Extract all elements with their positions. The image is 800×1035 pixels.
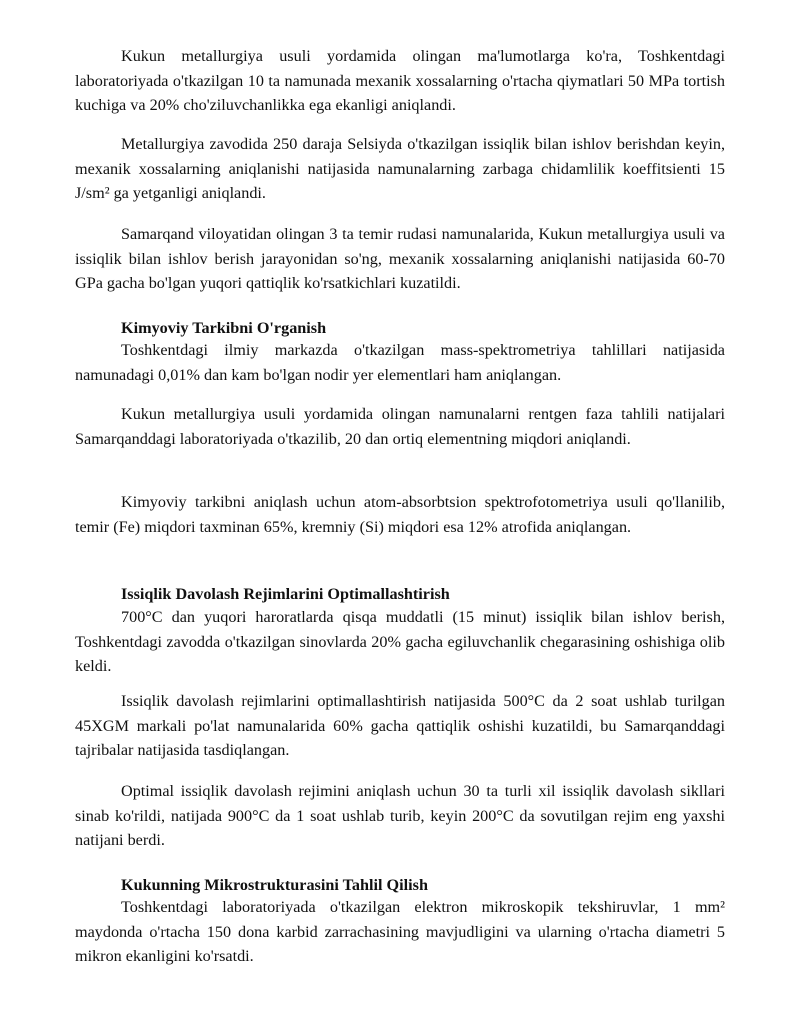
paragraph: Kukun metallurgiya usuli yordamida olingan namunalarni rentgen faza tahlili natijalari Samarqanddagi laboratoriyada o'tkazilib, 20 dan ortiq elementning miqdori aniqlandi. bbox=[75, 405, 725, 448]
paragraph: Metallurgiya zavodida 250 daraja Selsiyda o'tkazilgan issiqlik bilan ishlov berishdan keyin, mexanik xossalarning aniqlanishi natijasida namunalarning zarbaga chidamlilik koeffitsienti 15 J/sm² ga yetganligi aniqlandi. bbox=[75, 135, 725, 202]
paragraph: 700°C dan yuqori haroratlarda qisqa muddatli (15 minut) issiqlik bilan ishlov berish, Toshkentdagi zavodda o'tkazilgan sinovlarda 20% gacha egiluvchanlik chegarasining oshishiga olib keldi. bbox=[75, 608, 725, 675]
paragraph: Toshkentdagi laboratoriyada o'tkazilgan elektron mikroskopik tekshiruvlar, 1 mm² maydonda o'rtacha 150 dona karbid zarrachasining mavjudligini va ularning o'rtacha diametri 5 mikron ekanligini ko'rsatdi. bbox=[75, 898, 725, 965]
paragraph: Optimal issiqlik davolash rejimini aniqlash uchun 30 ta turli xil issiqlik davolash sikllari sinab ko'rildi, natijada 900°C da 1 soat ushlab turib, keyin 200°C da sovutilgan rejim eng yaxshi natijani berdi. bbox=[75, 782, 725, 849]
paragraph: Samarqand viloyatidan olingan 3 ta temir rudasi namunalarida, Kukun metallurgiya usuli va issiqlik bilan ishlov berish jarayonidan so'ng, mexanik xossalarning aniqlanishi natijasida 60-70 GPa gacha bo'lgan yuqori qattiqlik ko'rsatkichlari kuzatildi. bbox=[75, 225, 725, 292]
paragraph: Issiqlik davolash rejimlarini optimallashtirish natijasida 500°C da 2 soat ushlab turilgan 45XGM markali po'lat namunalarida 60% gacha qattiqlik oshishi kuzatildi, bu Samarqanddagi tajribalar natijasida tasdiqlangan. bbox=[75, 692, 725, 759]
paragraph: Kukun metallurgiya usuli yordamida olingan ma'lumotlarga ko'ra, Toshkentdagi laboratoriyada o'tkazilgan 10 ta namunada mexanik xossalarning o'rtacha qiymatlari 50 MPa tortish kuchiga va 20% cho'ziluvchanlikka ega ekanligi aniqlandi. bbox=[75, 47, 725, 114]
section-heading: Kimyoviy Tarkibni O'rganish bbox=[121, 319, 327, 337]
section-heading: Issiqlik Davolash Rejimlarini Optimallashtirish bbox=[121, 585, 450, 603]
paragraph: Toshkentdagi ilmiy markazda o'tkazilgan mass-spektrometriya tahlillari natijasida namunadagi 0,01% dan kam bo'lgan nodir yer elementlari ham aniqlangan. bbox=[75, 341, 725, 384]
paragraph: Kimyoviy tarkibni aniqlash uchun atom-absorbtsion spektrofotometriya usuli qo'llanilib, temir (Fe) miqdori taxminan 65%, kremniy (Si) miqdori esa 12% atrofida aniqlangan. bbox=[75, 493, 725, 536]
section-heading: Kukunning Mikrostrukturasini Tahlil Qilish bbox=[121, 876, 428, 894]
